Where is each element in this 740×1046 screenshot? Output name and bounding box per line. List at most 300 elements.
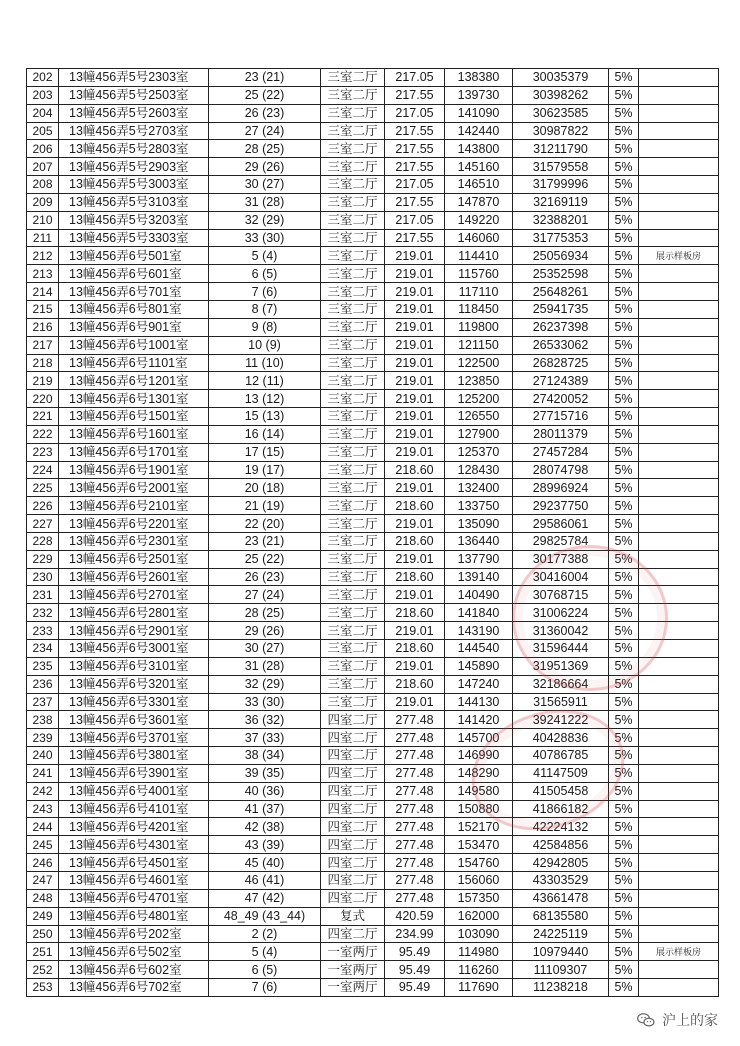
row-number-cell: 246	[27, 854, 59, 872]
area-cell: 217.55	[385, 86, 445, 104]
unit-price-cell: 157350	[445, 889, 513, 907]
room-type-cell: 复式	[321, 907, 385, 925]
area-cell: 95.49	[385, 961, 445, 979]
row-number-cell: 250	[27, 925, 59, 943]
floor-cell: 46 (41)	[209, 871, 321, 889]
floor-cell: 7 (6)	[209, 979, 321, 997]
room-address-cell: 13幢456弄6号2001室	[59, 479, 209, 497]
room-address-cell: 13幢456弄6号4701室	[59, 889, 209, 907]
unit-price-cell: 144130	[445, 693, 513, 711]
floor-cell: 10 (9)	[209, 336, 321, 354]
room-type-cell: 一室两厅	[321, 961, 385, 979]
table-row	[27, 425, 719, 443]
area-cell: 95.49	[385, 979, 445, 997]
room-type-cell: 三室二厅	[321, 86, 385, 104]
unit-price-cell: 146510	[445, 176, 513, 194]
floor-cell: 28 (25)	[209, 604, 321, 622]
room-type-cell: 三室二厅	[321, 461, 385, 479]
row-number-cell: 229	[27, 550, 59, 568]
unit-price-cell: 141840	[445, 604, 513, 622]
table-row	[27, 836, 719, 854]
down-payment-ratio-cell: 5%	[609, 675, 639, 693]
table-row	[27, 747, 719, 765]
floor-cell: 2 (2)	[209, 925, 321, 943]
total-price-cell: 41505458	[513, 782, 609, 800]
area-cell: 277.48	[385, 836, 445, 854]
floor-cell: 21 (19)	[209, 497, 321, 515]
unit-price-cell: 135090	[445, 515, 513, 533]
remark-cell	[639, 604, 719, 622]
remark-cell	[639, 372, 719, 390]
room-address-cell: 13幢456弄6号3901室	[59, 764, 209, 782]
remark-cell	[639, 979, 719, 997]
room-type-cell: 三室二厅	[321, 176, 385, 194]
remark-cell	[639, 907, 719, 925]
table-row	[27, 871, 719, 889]
row-number-cell: 223	[27, 443, 59, 461]
floor-cell: 26 (23)	[209, 104, 321, 122]
total-price-cell: 29237750	[513, 497, 609, 515]
table-row	[27, 122, 719, 140]
total-price-cell: 26828725	[513, 354, 609, 372]
area-cell: 277.48	[385, 747, 445, 765]
table-row	[27, 532, 719, 550]
unit-price-cell: 145160	[445, 158, 513, 176]
room-address-cell: 13幢456弄6号4201室	[59, 818, 209, 836]
table-row	[27, 461, 719, 479]
room-address-cell: 13幢456弄6号1001室	[59, 336, 209, 354]
room-type-cell: 三室二厅	[321, 122, 385, 140]
down-payment-ratio-cell: 5%	[609, 979, 639, 997]
row-number-cell: 204	[27, 104, 59, 122]
area-cell: 218.60	[385, 532, 445, 550]
room-address-cell: 13幢456弄6号4801室	[59, 907, 209, 925]
floor-cell: 42 (38)	[209, 818, 321, 836]
room-address-cell: 13幢456弄5号2503室	[59, 86, 209, 104]
floor-cell: 15 (13)	[209, 408, 321, 426]
room-type-cell: 三室二厅	[321, 693, 385, 711]
row-number-cell: 216	[27, 318, 59, 336]
remark-cell	[639, 140, 719, 158]
remark-cell	[639, 158, 719, 176]
table-row	[27, 818, 719, 836]
room-type-cell: 四室二厅	[321, 818, 385, 836]
unit-price-cell: 142440	[445, 122, 513, 140]
price-list-table	[26, 68, 719, 997]
row-number-cell: 252	[27, 961, 59, 979]
room-address-cell: 13幢456弄6号4301室	[59, 836, 209, 854]
row-number-cell: 239	[27, 729, 59, 747]
room-type-cell: 三室二厅	[321, 140, 385, 158]
row-number-cell: 236	[27, 675, 59, 693]
down-payment-ratio-cell: 5%	[609, 158, 639, 176]
room-address-cell: 13幢456弄6号701室	[59, 283, 209, 301]
area-cell: 420.59	[385, 907, 445, 925]
unit-price-cell: 156060	[445, 871, 513, 889]
total-price-cell: 68135580	[513, 907, 609, 925]
remark-cell	[639, 300, 719, 318]
unit-price-cell: 138380	[445, 69, 513, 87]
down-payment-ratio-cell: 5%	[609, 265, 639, 283]
table-row	[27, 782, 719, 800]
unit-price-cell: 152170	[445, 818, 513, 836]
room-type-cell: 三室二厅	[321, 211, 385, 229]
remark-cell	[639, 586, 719, 604]
room-type-cell: 三室二厅	[321, 550, 385, 568]
table-row	[27, 497, 719, 515]
room-address-cell: 13幢456弄6号2201室	[59, 515, 209, 533]
area-cell: 219.01	[385, 300, 445, 318]
total-price-cell: 31211790	[513, 140, 609, 158]
table-row	[27, 300, 719, 318]
remark-cell	[639, 711, 719, 729]
total-price-cell: 42942805	[513, 854, 609, 872]
room-address-cell: 13幢456弄6号1601室	[59, 425, 209, 443]
row-number-cell: 203	[27, 86, 59, 104]
remark-cell	[639, 176, 719, 194]
room-type-cell: 三室二厅	[321, 318, 385, 336]
down-payment-ratio-cell: 5%	[609, 247, 639, 265]
table-row	[27, 318, 719, 336]
down-payment-ratio-cell: 5%	[609, 300, 639, 318]
room-address-cell: 13幢456弄6号202室	[59, 925, 209, 943]
unit-price-cell: 119800	[445, 318, 513, 336]
room-address-cell: 13幢456弄5号3203室	[59, 211, 209, 229]
unit-price-cell: 141420	[445, 711, 513, 729]
floor-cell: 19 (17)	[209, 461, 321, 479]
room-address-cell: 13幢456弄6号4001室	[59, 782, 209, 800]
down-payment-ratio-cell: 5%	[609, 461, 639, 479]
room-address-cell: 13幢456弄6号4101室	[59, 800, 209, 818]
remark-cell	[639, 86, 719, 104]
room-type-cell: 三室二厅	[321, 497, 385, 515]
remark-cell	[639, 390, 719, 408]
remark-cell	[639, 104, 719, 122]
watermark-text: 沪上的家	[662, 1012, 718, 1028]
down-payment-ratio-cell: 5%	[609, 69, 639, 87]
floor-cell: 22 (20)	[209, 515, 321, 533]
area-cell: 277.48	[385, 782, 445, 800]
unit-price-cell: 153470	[445, 836, 513, 854]
remark-cell	[639, 961, 719, 979]
floor-cell: 6 (5)	[209, 961, 321, 979]
table-row	[27, 622, 719, 640]
down-payment-ratio-cell: 5%	[609, 693, 639, 711]
down-payment-ratio-cell: 5%	[609, 640, 639, 658]
floor-cell: 31 (28)	[209, 657, 321, 675]
room-type-cell: 三室二厅	[321, 354, 385, 372]
row-number-cell: 224	[27, 461, 59, 479]
floor-cell: 5 (4)	[209, 247, 321, 265]
room-type-cell: 三室二厅	[321, 532, 385, 550]
table-row	[27, 693, 719, 711]
total-price-cell: 31799996	[513, 176, 609, 194]
row-number-cell: 238	[27, 711, 59, 729]
area-cell: 219.01	[385, 693, 445, 711]
row-number-cell: 214	[27, 283, 59, 301]
room-address-cell: 13幢456弄6号3801室	[59, 747, 209, 765]
down-payment-ratio-cell: 5%	[609, 336, 639, 354]
area-cell: 219.01	[385, 390, 445, 408]
room-address-cell: 13幢456弄6号3001室	[59, 640, 209, 658]
total-price-cell: 30623585	[513, 104, 609, 122]
down-payment-ratio-cell: 5%	[609, 211, 639, 229]
down-payment-ratio-cell: 5%	[609, 283, 639, 301]
area-cell: 218.60	[385, 640, 445, 658]
total-price-cell: 31565911	[513, 693, 609, 711]
remark-cell	[639, 461, 719, 479]
unit-price-cell: 116260	[445, 961, 513, 979]
unit-price-cell: 125370	[445, 443, 513, 461]
unit-price-cell: 140490	[445, 586, 513, 604]
remark-cell	[639, 193, 719, 211]
room-address-cell: 13幢456弄6号702室	[59, 979, 209, 997]
area-cell: 219.01	[385, 265, 445, 283]
area-cell: 218.60	[385, 568, 445, 586]
unit-price-cell: 114410	[445, 247, 513, 265]
total-price-cell: 43303529	[513, 871, 609, 889]
room-type-cell: 三室二厅	[321, 408, 385, 426]
total-price-cell: 31579558	[513, 158, 609, 176]
down-payment-ratio-cell: 5%	[609, 586, 639, 604]
table-row	[27, 86, 719, 104]
down-payment-ratio-cell: 5%	[609, 390, 639, 408]
unit-price-cell: 123850	[445, 372, 513, 390]
area-cell: 217.55	[385, 193, 445, 211]
area-cell: 219.01	[385, 372, 445, 390]
total-price-cell: 25941735	[513, 300, 609, 318]
area-cell: 219.01	[385, 408, 445, 426]
remark-cell	[639, 229, 719, 247]
row-number-cell: 205	[27, 122, 59, 140]
unit-price-cell: 139140	[445, 568, 513, 586]
floor-cell: 16 (14)	[209, 425, 321, 443]
room-address-cell: 13幢456弄5号3103室	[59, 193, 209, 211]
down-payment-ratio-cell: 5%	[609, 622, 639, 640]
total-price-cell: 32388201	[513, 211, 609, 229]
unit-price-cell: 143800	[445, 140, 513, 158]
room-type-cell: 四室二厅	[321, 800, 385, 818]
table-row	[27, 764, 719, 782]
unit-price-cell: 137790	[445, 550, 513, 568]
room-type-cell: 三室二厅	[321, 193, 385, 211]
total-price-cell: 42224132	[513, 818, 609, 836]
total-price-cell: 30177388	[513, 550, 609, 568]
unit-price-cell: 150880	[445, 800, 513, 818]
table-row	[27, 889, 719, 907]
room-type-cell: 三室二厅	[321, 479, 385, 497]
area-cell: 277.48	[385, 729, 445, 747]
unit-price-cell: 149580	[445, 782, 513, 800]
row-number-cell: 219	[27, 372, 59, 390]
room-type-cell: 三室二厅	[321, 336, 385, 354]
floor-cell: 6 (5)	[209, 265, 321, 283]
remark-cell	[639, 854, 719, 872]
row-number-cell: 202	[27, 69, 59, 87]
unit-price-cell: 146060	[445, 229, 513, 247]
total-price-cell: 30987822	[513, 122, 609, 140]
down-payment-ratio-cell: 5%	[609, 871, 639, 889]
table-row	[27, 265, 719, 283]
down-payment-ratio-cell: 5%	[609, 818, 639, 836]
row-number-cell: 208	[27, 176, 59, 194]
area-cell: 217.05	[385, 176, 445, 194]
floor-cell: 45 (40)	[209, 854, 321, 872]
down-payment-ratio-cell: 5%	[609, 104, 639, 122]
area-cell: 95.49	[385, 943, 445, 961]
down-payment-ratio-cell: 5%	[609, 568, 639, 586]
room-type-cell: 三室二厅	[321, 265, 385, 283]
area-cell: 277.48	[385, 711, 445, 729]
remark-cell	[639, 69, 719, 87]
remark-cell: 展示样板房	[639, 247, 719, 265]
floor-cell: 13 (12)	[209, 390, 321, 408]
row-number-cell: 249	[27, 907, 59, 925]
room-address-cell: 13幢456弄6号602室	[59, 961, 209, 979]
floor-cell: 39 (35)	[209, 764, 321, 782]
room-address-cell: 13幢456弄6号801室	[59, 300, 209, 318]
unit-price-cell: 149220	[445, 211, 513, 229]
room-type-cell: 一室两厅	[321, 943, 385, 961]
total-price-cell: 31596444	[513, 640, 609, 658]
unit-price-cell: 141090	[445, 104, 513, 122]
down-payment-ratio-cell: 5%	[609, 176, 639, 194]
room-type-cell: 四室二厅	[321, 836, 385, 854]
row-number-cell: 235	[27, 657, 59, 675]
remark-cell	[639, 747, 719, 765]
total-price-cell: 25056934	[513, 247, 609, 265]
table-row	[27, 907, 719, 925]
room-type-cell: 三室二厅	[321, 390, 385, 408]
room-address-cell: 13幢456弄6号2801室	[59, 604, 209, 622]
floor-cell: 17 (15)	[209, 443, 321, 461]
floor-cell: 30 (27)	[209, 640, 321, 658]
unit-price-cell: 143190	[445, 622, 513, 640]
area-cell: 217.55	[385, 122, 445, 140]
down-payment-ratio-cell: 5%	[609, 425, 639, 443]
remark-cell	[639, 782, 719, 800]
row-number-cell: 241	[27, 764, 59, 782]
table-row	[27, 283, 719, 301]
down-payment-ratio-cell: 5%	[609, 836, 639, 854]
room-address-cell: 13幢456弄6号1501室	[59, 408, 209, 426]
room-type-cell: 三室二厅	[321, 443, 385, 461]
room-address-cell: 13幢456弄6号4601室	[59, 871, 209, 889]
unit-price-cell: 118450	[445, 300, 513, 318]
table-row	[27, 604, 719, 622]
total-price-cell: 32186664	[513, 675, 609, 693]
watermark	[636, 1010, 718, 1030]
unit-price-cell: 133750	[445, 497, 513, 515]
row-number-cell: 251	[27, 943, 59, 961]
area-cell: 217.55	[385, 229, 445, 247]
room-type-cell: 三室二厅	[321, 247, 385, 265]
room-address-cell: 13幢456弄5号3003室	[59, 176, 209, 194]
remark-cell	[639, 336, 719, 354]
row-number-cell: 217	[27, 336, 59, 354]
floor-cell: 28 (25)	[209, 140, 321, 158]
floor-cell: 37 (33)	[209, 729, 321, 747]
total-price-cell: 32169119	[513, 193, 609, 211]
room-address-cell: 13幢456弄6号2501室	[59, 550, 209, 568]
unit-price-cell: 154760	[445, 854, 513, 872]
wechat-icon	[636, 1010, 656, 1030]
unit-price-cell: 147240	[445, 675, 513, 693]
remark-cell	[639, 408, 719, 426]
area-cell: 219.01	[385, 622, 445, 640]
unit-price-cell: 121150	[445, 336, 513, 354]
row-number-cell: 212	[27, 247, 59, 265]
remark-cell	[639, 515, 719, 533]
row-number-cell: 206	[27, 140, 59, 158]
total-price-cell: 31360042	[513, 622, 609, 640]
area-cell: 217.55	[385, 158, 445, 176]
row-number-cell: 247	[27, 871, 59, 889]
room-address-cell: 13幢456弄6号2901室	[59, 622, 209, 640]
remark-cell: 展示样板房	[639, 943, 719, 961]
area-cell: 219.01	[385, 550, 445, 568]
room-address-cell: 13幢456弄5号2303室	[59, 69, 209, 87]
table-row	[27, 247, 719, 265]
remark-cell	[639, 657, 719, 675]
total-price-cell: 25352598	[513, 265, 609, 283]
total-price-cell: 27457284	[513, 443, 609, 461]
row-number-cell: 210	[27, 211, 59, 229]
room-type-cell: 三室二厅	[321, 425, 385, 443]
floor-cell: 7 (6)	[209, 283, 321, 301]
floor-cell: 12 (11)	[209, 372, 321, 390]
row-number-cell: 213	[27, 265, 59, 283]
room-type-cell: 三室二厅	[321, 622, 385, 640]
remark-cell	[639, 318, 719, 336]
down-payment-ratio-cell: 5%	[609, 782, 639, 800]
table-row	[27, 586, 719, 604]
area-cell: 219.01	[385, 283, 445, 301]
room-address-cell: 13幢456弄6号1701室	[59, 443, 209, 461]
floor-cell: 30 (27)	[209, 176, 321, 194]
unit-price-cell: 126550	[445, 408, 513, 426]
floor-cell: 47 (42)	[209, 889, 321, 907]
remark-cell	[639, 925, 719, 943]
row-number-cell: 221	[27, 408, 59, 426]
room-type-cell: 三室二厅	[321, 69, 385, 87]
room-type-cell: 三室二厅	[321, 158, 385, 176]
area-cell: 277.48	[385, 889, 445, 907]
room-address-cell: 13幢456弄6号3301室	[59, 693, 209, 711]
total-price-cell: 31951369	[513, 657, 609, 675]
room-type-cell: 三室二厅	[321, 372, 385, 390]
remark-cell	[639, 764, 719, 782]
row-number-cell: 230	[27, 568, 59, 586]
unit-price-cell: 103090	[445, 925, 513, 943]
table-row	[27, 176, 719, 194]
total-price-cell: 27420052	[513, 390, 609, 408]
total-price-cell: 30416004	[513, 568, 609, 586]
total-price-cell: 26237398	[513, 318, 609, 336]
row-number-cell: 226	[27, 497, 59, 515]
table-row	[27, 193, 719, 211]
area-cell: 219.01	[385, 336, 445, 354]
table-row	[27, 657, 719, 675]
unit-price-cell: 122500	[445, 354, 513, 372]
room-type-cell: 四室二厅	[321, 711, 385, 729]
area-cell: 219.01	[385, 657, 445, 675]
room-type-cell: 四室二厅	[321, 889, 385, 907]
down-payment-ratio-cell: 5%	[609, 140, 639, 158]
remark-cell	[639, 443, 719, 461]
table-row	[27, 961, 719, 979]
unit-price-cell: 147870	[445, 193, 513, 211]
